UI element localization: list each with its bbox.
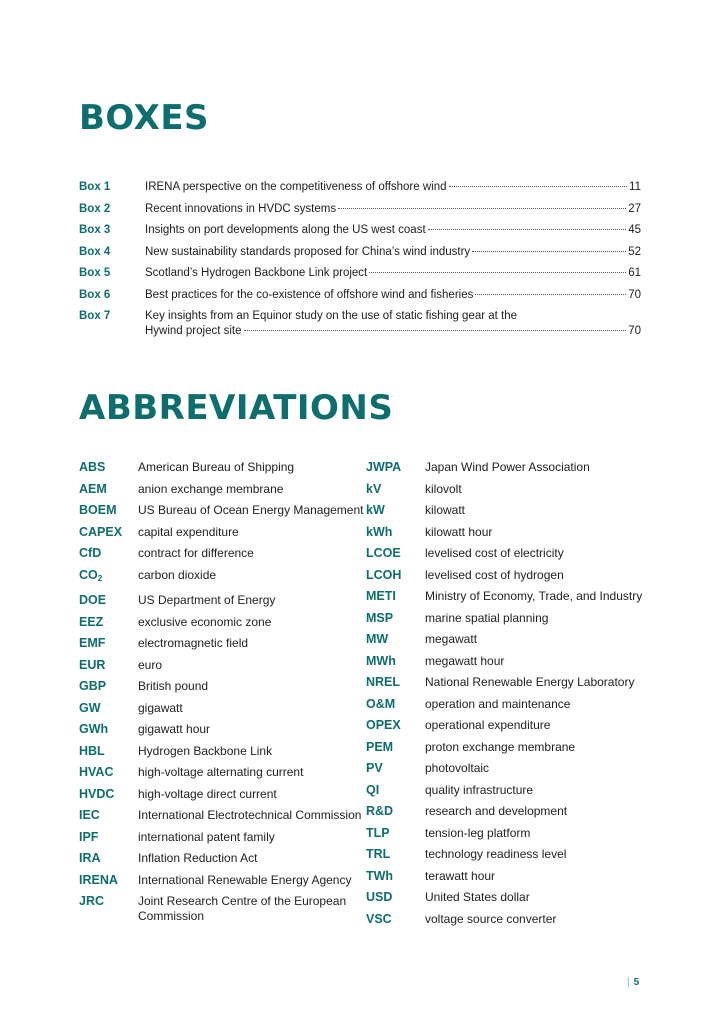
toc-entry-body — [145, 266, 641, 281]
abbreviation-term — [79, 658, 138, 673]
abbreviation-row — [79, 894, 364, 923]
abbreviation-term — [366, 826, 425, 841]
abbreviation-term-text: O&M — [366, 696, 396, 711]
abbreviation-row — [366, 482, 646, 497]
abbreviation-definition: US Department of Energy — [138, 593, 276, 607]
abbreviation-term-text: JWPA — [366, 460, 402, 474]
abbreviation-definition: technology readiness level — [425, 847, 567, 861]
abbreviation-row — [366, 912, 646, 927]
abbreviation-definition: American Bureau of Shipping — [138, 460, 295, 474]
abbreviation-row — [366, 783, 646, 798]
abbreviation-row — [366, 568, 646, 583]
abbreviations-heading: ABBREVIATIONS — [79, 388, 394, 428]
abbreviation-row — [366, 890, 646, 905]
abbreviation-term — [79, 460, 138, 475]
toc-entry-line — [145, 223, 641, 238]
abbreviation-row — [79, 658, 364, 673]
abbreviations-right-column — [366, 460, 646, 933]
abbreviation-term — [79, 894, 138, 909]
abbreviation-term-text: NREL — [366, 675, 401, 689]
abbreviation-term-text: HVAC — [79, 765, 114, 779]
abbreviation-definition: levelised cost of electricity — [425, 546, 564, 560]
abbreviation-row — [366, 525, 646, 540]
toc-entry-page: 61 — [628, 267, 641, 279]
abbreviation-term-text: BOEM — [79, 503, 117, 517]
toc-entry-title: Recent innovations in HVDC systems — [145, 202, 337, 215]
toc-entry-page: 70 — [628, 325, 641, 337]
toc-dot-leader — [244, 330, 627, 331]
toc-entry-title: Key insights from an Equinor study on the use of static fishing gear at the — [145, 310, 518, 322]
abbreviation-term — [79, 525, 138, 540]
abbreviation-definition: gigawatt hour — [138, 722, 211, 736]
abbreviation-term-text: GWh — [79, 722, 109, 736]
abbreviation-term-text: TLP — [366, 825, 390, 840]
abbreviation-definition: National Renewable Energy Laboratory — [425, 675, 635, 689]
abbreviation-term-text: EMF — [79, 636, 106, 650]
toc-dot-leader — [475, 294, 626, 295]
abbreviation-row — [366, 804, 646, 819]
abbreviation-row — [366, 589, 646, 604]
abbreviation-term — [79, 722, 138, 737]
toc-entry-line — [145, 245, 641, 260]
abbreviation-term — [79, 808, 138, 823]
abbreviation-definition: gigawatt — [138, 700, 183, 715]
abbreviation-row — [79, 830, 364, 845]
toc-entry-title: Hywind project site — [145, 325, 242, 337]
toc-entry[interactable] — [79, 288, 641, 303]
abbreviation-row — [366, 654, 646, 669]
abbreviation-term — [366, 890, 425, 905]
abbreviation-term — [366, 460, 425, 475]
abbreviation-row — [366, 718, 646, 733]
toc-entry-number: Box 1 — [79, 181, 111, 193]
toc-entry-page: 11 — [629, 181, 641, 193]
abbreviation-definition: operation and maintenance — [425, 696, 571, 711]
toc-dot-leader — [338, 208, 626, 209]
toc-entry[interactable] — [79, 309, 641, 339]
toc-dot-leader — [369, 272, 626, 273]
abbreviation-term-text: OPEX — [366, 718, 401, 732]
abbreviation-term-text: LCOE — [366, 546, 401, 560]
toc-entry-number: Box 4 — [79, 245, 111, 258]
abbreviation-term-text: TWh — [366, 868, 394, 883]
abbreviation-row — [79, 722, 364, 737]
abbreviation-row — [79, 787, 364, 802]
toc-entry-page: 70 — [628, 288, 641, 301]
abbreviation-definition: Joint Research Centre of the European Commission — [138, 894, 347, 923]
toc-entry-body — [145, 245, 641, 260]
abbreviation-term-text: PEM — [366, 739, 394, 754]
abbreviation-term — [79, 851, 138, 866]
abbreviation-term — [366, 869, 425, 884]
abbreviation-definition: research and development — [425, 804, 568, 818]
toc-entry-number: Box 7 — [79, 310, 111, 322]
abbreviation-row — [366, 460, 646, 475]
abbreviation-row — [79, 873, 364, 888]
abbreviation-term-text: MW — [366, 632, 389, 646]
abbreviation-term — [79, 873, 138, 888]
abbreviation-row — [366, 869, 646, 884]
abbreviation-definition: quality infrastructure — [425, 782, 534, 797]
abbreviation-row — [79, 765, 364, 780]
abbreviation-term-text: QI — [366, 782, 380, 797]
abbreviation-term — [366, 718, 425, 733]
abbreviation-term-text: METI — [366, 589, 396, 603]
abbreviation-definition: high-voltage direct current — [138, 786, 277, 801]
boxes-heading: BOXES — [79, 98, 210, 138]
abbreviation-term — [366, 503, 425, 518]
abbreviation-definition: International Electrotechnical Commission — [138, 808, 362, 822]
abbreviation-term-text: LCOH — [366, 567, 402, 582]
toc-entry-line — [145, 266, 641, 281]
abbreviation-row — [79, 482, 364, 497]
toc-entry-title: Scotland’s Hydrogen Backbone Link project — [145, 267, 368, 279]
toc-entry-line — [145, 288, 641, 303]
abbreviation-definition: carbon dioxide — [138, 567, 217, 582]
abbreviation-row — [79, 744, 364, 759]
abbreviation-term-text: HBL — [79, 743, 105, 758]
abbreviation-definition: Hydrogen Backbone Link — [138, 743, 273, 758]
abbreviation-term-subscript: 2 — [97, 573, 103, 583]
toc-entry-number: Box 5 — [79, 267, 111, 279]
abbreviation-definition: tension-leg platform — [425, 825, 531, 840]
abbreviation-term — [366, 568, 425, 583]
abbreviation-term — [79, 593, 138, 608]
abbreviation-definition: contract for difference — [138, 546, 254, 560]
abbreviation-row — [79, 808, 364, 823]
abbreviation-term-text: PV — [366, 761, 383, 775]
abbreviation-definition: Inflation Reduction Act — [138, 851, 258, 865]
abbreviation-row — [366, 761, 646, 776]
toc-entry-number: Box 6 — [79, 288, 111, 301]
toc-entry-line — [145, 324, 641, 339]
abbreviation-row — [79, 679, 364, 694]
abbreviation-term-text: IRA — [79, 851, 101, 865]
toc-entry[interactable] — [79, 266, 641, 281]
abbreviation-term — [79, 615, 138, 630]
abbreviation-term — [366, 697, 425, 712]
abbreviation-term-text: EUR — [79, 657, 106, 672]
abbreviation-definition: capital expenditure — [138, 524, 239, 539]
abbreviation-definition: electromagnetic field — [138, 636, 249, 650]
toc-entry-line — [145, 202, 641, 217]
abbreviation-definition: terawatt hour — [425, 868, 496, 883]
abbreviation-definition: high-voltage alternating current — [138, 765, 304, 779]
toc-entry[interactable] — [79, 202, 641, 217]
toc-dot-leader — [472, 251, 626, 252]
abbreviation-row — [366, 675, 646, 690]
abbreviation-term-text: USD — [366, 890, 393, 904]
toc-entry-body — [145, 180, 641, 195]
abbreviation-row — [79, 460, 364, 475]
abbreviation-row — [79, 546, 364, 561]
abbreviation-definition: exclusive economic zone — [138, 614, 272, 629]
abbreviation-term — [366, 546, 425, 561]
abbreviation-term-text: DOE — [79, 593, 107, 607]
abbreviation-term-text: TRL — [366, 847, 391, 861]
abbreviation-row — [366, 740, 646, 755]
abbreviation-definition: proton exchange membrane — [425, 739, 576, 754]
toc-entry-line — [145, 309, 641, 324]
abbreviation-term — [366, 482, 425, 497]
abbreviation-term — [366, 740, 425, 755]
abbreviation-term-text: GW — [79, 700, 101, 715]
abbreviation-term — [79, 830, 138, 845]
toc-entry-number: Box 3 — [79, 224, 111, 236]
abbreviation-term — [366, 783, 425, 798]
abbreviation-row — [366, 826, 646, 841]
abbreviation-definition: kilovolt — [425, 481, 462, 496]
abbreviation-term — [79, 636, 138, 651]
abbreviation-term-text: CO — [79, 567, 98, 582]
toc-entry-title: New sustainability standards proposed for China’s wind industry — [145, 245, 471, 258]
abbreviation-definition: photovoltaic — [425, 761, 490, 775]
abbreviation-definition: anion exchange membrane — [138, 481, 284, 496]
abbreviation-term-text: GBP — [79, 679, 107, 693]
abbreviation-term — [366, 654, 425, 669]
abbreviation-term — [79, 701, 138, 716]
abbreviation-definition: voltage source converter — [425, 911, 557, 926]
abbreviation-term — [79, 765, 138, 780]
toc-entry-body — [145, 309, 641, 339]
abbreviation-term-text: JRC — [79, 894, 105, 908]
abbreviation-row — [79, 851, 364, 866]
abbreviation-term-text: IRENA — [79, 872, 118, 887]
abbreviation-row — [79, 568, 364, 587]
abbreviation-term-text: kW — [366, 503, 385, 517]
toc-entry-page: 45 — [628, 224, 641, 236]
abbreviation-term — [79, 744, 138, 759]
abbreviation-row — [79, 503, 364, 518]
abbreviation-term — [366, 611, 425, 626]
abbreviation-row — [366, 611, 646, 626]
abbreviation-definition: levelised cost of hydrogen — [425, 567, 564, 582]
toc-entry[interactable] — [79, 245, 641, 260]
abbreviation-row — [366, 546, 646, 561]
abbreviation-definition: kilowatt — [425, 503, 466, 517]
abbreviation-row — [79, 636, 364, 651]
abbreviation-term — [366, 632, 425, 647]
abbreviation-definition: megawatt — [425, 632, 478, 646]
abbreviation-definition: operational expenditure — [425, 718, 551, 732]
abbreviation-term-text: R&D — [366, 804, 394, 818]
abbreviation-row — [79, 615, 364, 630]
toc-entry[interactable] — [79, 223, 641, 238]
abbreviation-row — [79, 593, 364, 608]
abbreviation-row — [366, 632, 646, 647]
page-number-value: 5 — [633, 977, 640, 988]
page-number-separator: | — [627, 977, 630, 988]
abbreviation-term-text: HVDC — [79, 786, 115, 801]
abbreviation-definition: Ministry of Economy, Trade, and Industry — [425, 589, 643, 603]
toc-dot-leader — [428, 229, 627, 230]
abbreviation-definition: Japan Wind Power Association — [425, 460, 590, 474]
toc-entry-line — [145, 180, 641, 195]
toc-entry-page: 27 — [628, 202, 641, 215]
abbreviation-term-text: AEM — [79, 481, 107, 496]
abbreviations-left-column — [79, 460, 364, 930]
abbreviation-term — [366, 589, 425, 604]
abbreviation-definition: marine spatial planning — [425, 610, 549, 625]
abbreviation-definition: international patent family — [138, 829, 275, 844]
toc-entry-title: Insights on port developments along the US west coast — [145, 224, 426, 236]
abbreviation-definition: United States dollar — [425, 890, 530, 904]
abbreviation-term-text: IEC — [79, 808, 100, 822]
toc-entry-body — [145, 202, 641, 217]
abbreviation-term — [79, 679, 138, 694]
toc-entry-number: Box 2 — [79, 202, 111, 215]
abbreviation-term — [366, 525, 425, 540]
abbreviation-definition: International Renewable Energy Agency — [138, 872, 352, 887]
abbreviation-term-text: MSP — [366, 610, 394, 625]
boxes-list — [79, 180, 641, 346]
abbreviation-term-text: IPF — [79, 829, 99, 844]
toc-entry-title: Best practices for the co-existence of offshore wind and fisheries — [145, 288, 474, 301]
abbreviation-row — [366, 697, 646, 712]
abbreviation-definition: euro — [138, 657, 163, 672]
abbreviation-term-text: CfD — [79, 546, 102, 560]
abbreviation-term — [79, 482, 138, 497]
abbreviation-row — [79, 701, 364, 716]
toc-entry-title: IRENA perspective on the competitiveness of offshore wind — [145, 181, 447, 193]
abbreviation-term — [79, 546, 138, 561]
abbreviation-row — [79, 525, 364, 540]
abbreviation-row — [366, 847, 646, 862]
abbreviation-term-text: CAPEX — [79, 524, 123, 539]
abbreviation-term-text: MWh — [366, 653, 396, 668]
abbreviation-term-text: kWh — [366, 524, 393, 539]
abbreviation-term — [366, 912, 425, 927]
page-number — [627, 977, 639, 988]
toc-entry[interactable] — [79, 180, 641, 195]
abbreviation-term-text: kV — [366, 481, 382, 496]
abbreviation-term — [366, 804, 425, 819]
abbreviation-row — [366, 503, 646, 518]
abbreviation-term — [79, 568, 138, 587]
abbreviation-term — [79, 503, 138, 518]
toc-entry-body — [145, 288, 641, 303]
abbreviation-term — [79, 787, 138, 802]
abbreviation-term — [366, 675, 425, 690]
toc-entry-body — [145, 223, 641, 238]
toc-entry-page: 52 — [628, 245, 641, 258]
abbreviation-term-text: EEZ — [79, 614, 104, 629]
toc-dot-leader — [449, 186, 628, 187]
abbreviation-definition: kilowatt hour — [425, 524, 493, 539]
abbreviation-term — [366, 761, 425, 776]
abbreviation-term — [366, 847, 425, 862]
abbreviation-definition: megawatt hour — [425, 653, 505, 668]
abbreviation-definition: US Bureau of Ocean Energy Management — [138, 503, 364, 517]
abbreviation-term-text: ABS — [79, 460, 106, 474]
abbreviation-definition: British pound — [138, 679, 209, 693]
abbreviation-term-text: VSC — [366, 911, 392, 926]
